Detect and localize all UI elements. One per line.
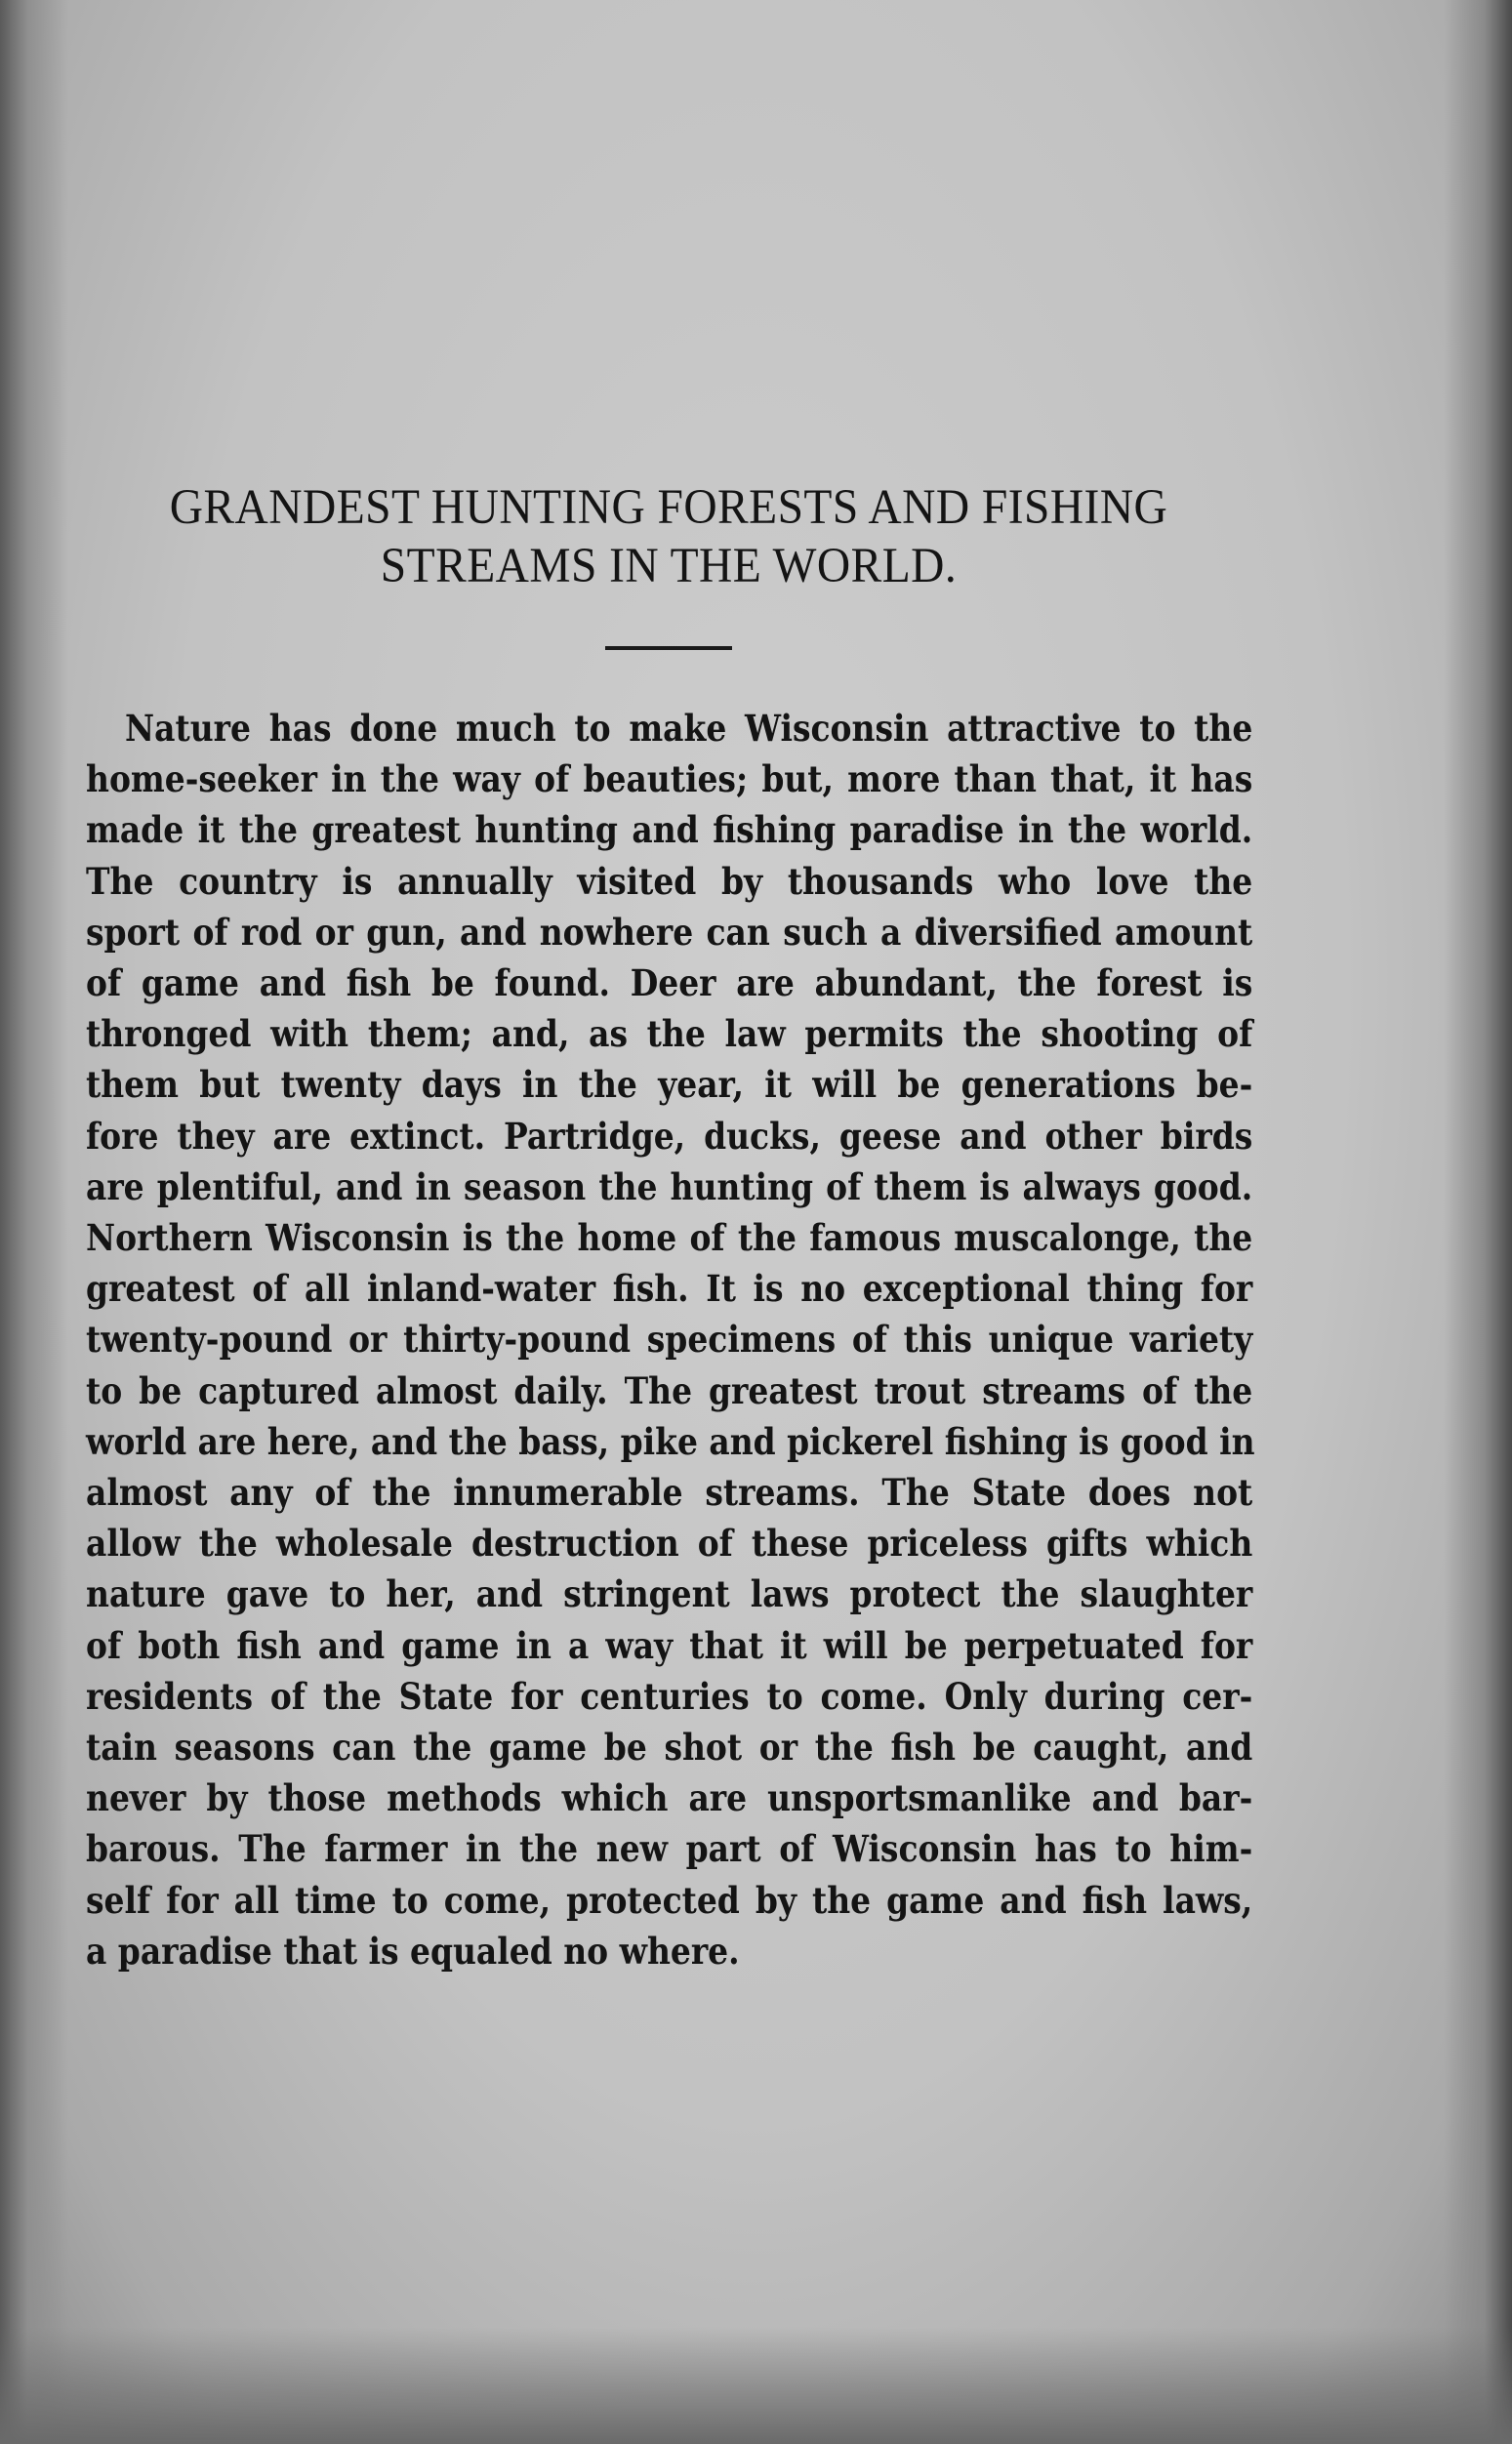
text-line: twenty-pound or thirty-pound specimens of this unique variety xyxy=(86,1318,1253,1362)
text-line: made it the greatest hunting and fishing paradise in the world. xyxy=(86,808,1253,852)
text-line: The country is annually visited by thousands who love the xyxy=(86,859,1253,903)
text-line: nature gave to her, and stringent laws protect the slaughter xyxy=(86,1572,1253,1616)
page-shadow-left xyxy=(0,0,68,2444)
text-line: barous. The farmer in the new part of Wisconsin has to him- xyxy=(86,1827,1253,1871)
title-line: GRANDEST HUNTING FORESTS AND FISHING xyxy=(169,480,1168,535)
text-line: sport of rod or gun, and nowhere can such a diversified amount xyxy=(86,910,1253,954)
text-line: never by those methods which are unsportsmanlike and bar- xyxy=(86,1776,1253,1820)
text-line: greatest of all inland-water fish. It is no exceptional thing for xyxy=(86,1267,1253,1311)
page-title xyxy=(138,478,1200,595)
text-line: world are here, and the bass, pike and pickerel fishing is good in xyxy=(86,1419,1255,1463)
title-line: STREAMS IN THE WORLD. xyxy=(380,539,958,593)
text-line: thronged with them; and, as the law permits the shooting of xyxy=(86,1012,1253,1056)
text-line: almost any of the innumerable streams. The State does not xyxy=(86,1471,1253,1515)
text-line: of game and fish be found. Deer are abundant, the forest is xyxy=(86,961,1253,1005)
text-line: self for all time to come, protected by the game and fish laws, xyxy=(86,1878,1253,1922)
text-line: them but twenty days in the year, it will be generations be- xyxy=(86,1063,1253,1107)
text-line: home-seeker in the way of beauties; but, more than that, it has xyxy=(86,757,1253,801)
text-line: fore they are extinct. Partridge, ducks, geese and other birds xyxy=(86,1114,1253,1158)
text-line: residents of the State for centuries to come. Only during cer- xyxy=(86,1674,1253,1718)
text-line: to be captured almost daily. The greatest trout streams of the xyxy=(86,1368,1253,1412)
text-line: are plentiful, and in season the hunting of them is always good. xyxy=(86,1164,1253,1208)
title-divider xyxy=(605,646,732,650)
text-line: allow the wholesale destruction of these priceless gifts which xyxy=(86,1522,1253,1566)
page-shadow-right xyxy=(1444,0,1512,2444)
page-shadow-bottom xyxy=(0,2327,1512,2444)
text-line: of both fish and game in a way that it will be perpetuated for xyxy=(86,1623,1253,1667)
text-line: Northern Wisconsin is the home of the famous muscalonge, the xyxy=(86,1216,1253,1260)
text-line: tain seasons can the game be shot or the fish be caught, and xyxy=(86,1726,1253,1770)
text-line: Nature has done much to make Wisconsin attractive to the xyxy=(125,707,1253,750)
body-paragraph xyxy=(86,703,1255,1976)
text-line: a paradise that is equaled no where. xyxy=(86,1929,740,1973)
